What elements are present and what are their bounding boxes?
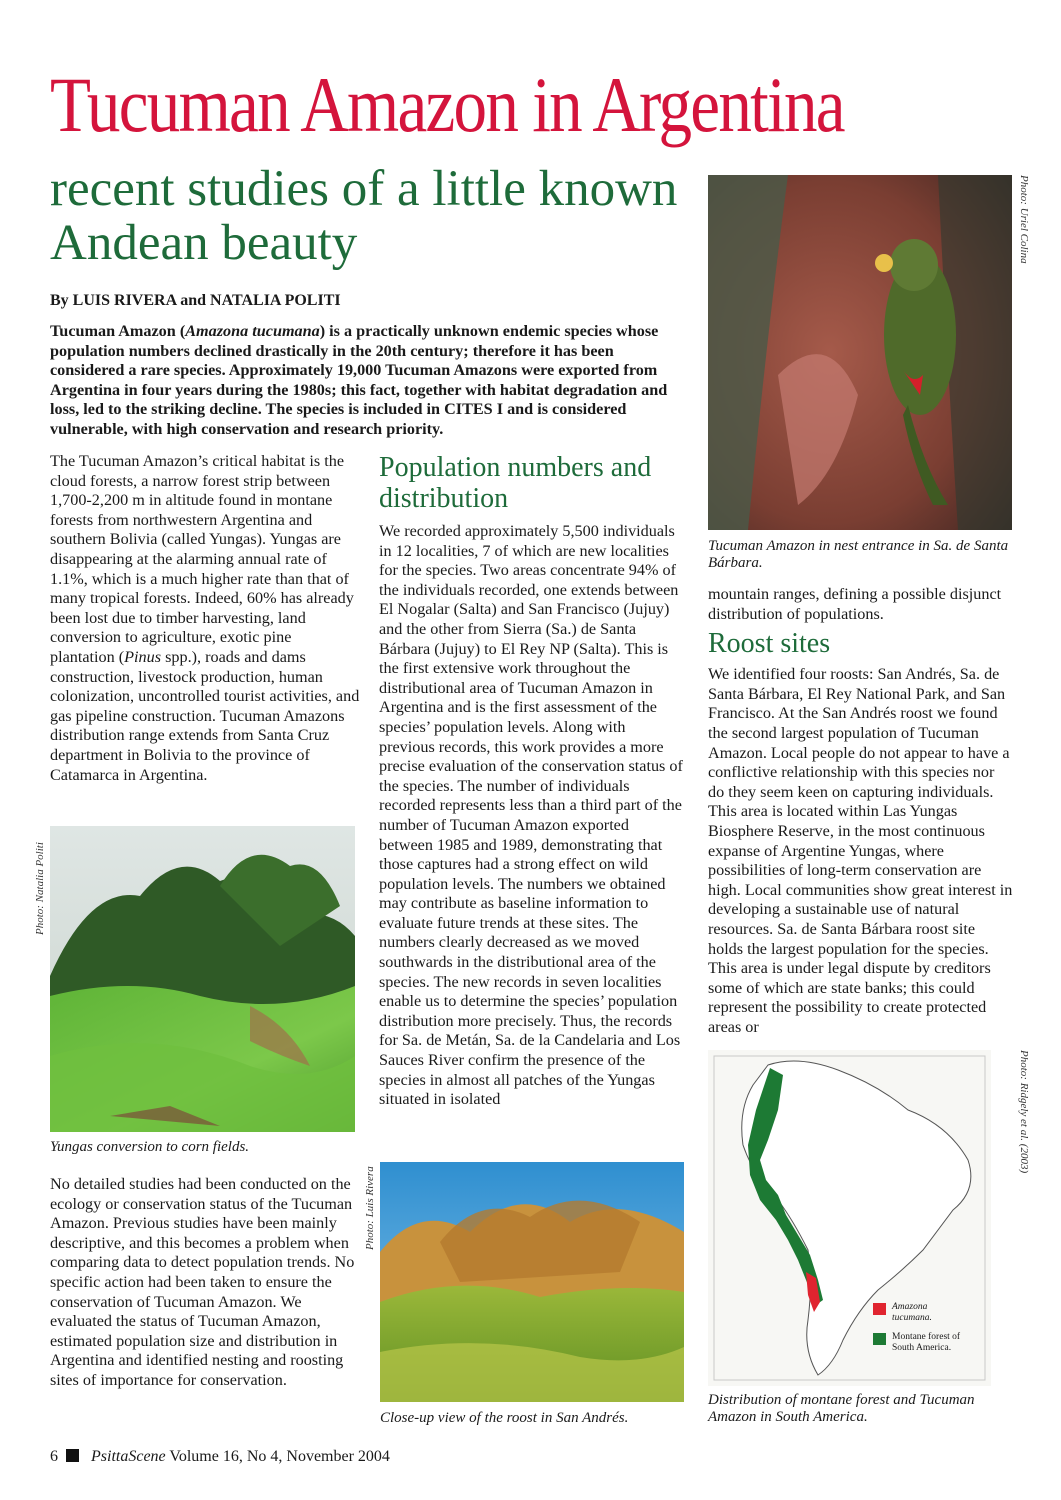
legend-forest-label [892,1332,960,1354]
corn-photo-credit: Photo: Natalia Politi [34,842,46,935]
legend-species-line-1: Amazona [892,1302,928,1312]
corn-photo-caption: Yungas conversion to corn fields. [50,1139,250,1155]
parrot-photo-caption: Tucuman Amazon in nest entrance in Sa. de Santa Bárbara. [708,538,1009,571]
corn-field-photo [50,826,355,1132]
roost-image [380,1162,684,1402]
roost-heading: Roost sites [708,628,831,660]
distribution-map [708,1050,991,1386]
parrot-image [708,175,1012,530]
legend-forest-line-1: Montane forest of [892,1332,961,1342]
article-subtitle: recent studies of a little known Andean beauty [50,161,678,271]
corn-field-image [50,826,355,1132]
square-bullet-icon [66,1449,79,1462]
col1-paragraph-1 [50,452,360,785]
issue-info: Volume 16, No 4, November 2004 [169,1448,390,1465]
col1-pinus: Pinus [124,647,162,666]
col1-text-b: spp.), roads and dams construction, livestock production, human colonization, uncontrolled tourist activities, and gas pipeline construction. Tucuman Amazons distribution range extends from Santa Cruz department in Bolivia to the province of Catamarca in Argentina. [50,647,360,784]
legend-species-label [892,1302,932,1324]
column-1-top [50,452,360,785]
article-title: Tucuman Amazon in Argentina [50,61,844,148]
intro-text-b: ) is a practically unknown endemic species whose population numbers declined drastically in the 20th century; therefore it has been considered a rare species. Approximately 19,000 Tucuman Amazons were exported from Argentina in four years during the 1980s; this fact, together with habitat degradation and loss, led to the striking decline. The species is included in CITES I and is considered vulnerable, with high conservation and research priority. [50,322,668,438]
population-text: We recorded approximately 5,500 individuals in 12 localities, 7 of which are new localities for the species. Two areas concentrate 94% of the individuals recorded, one extends between El Nogalar (Salta) and San Francisco (Jujuy) and the other from Sierra (Sa.) de Santa Bárbara (Jujuy) to El Rey NP (Salta). This is the first extensive work throughout the distributional area of Tucuman Amazon in Argentina and is the first assessment of the species’ population levels. Along with previous records, this work provides a more precise evaluation of the conservation status of the species. The number of individuals recorded represents less than a third part of the number of Tucuman Amazon exported between 1985 and 1989, demonstrating that those captures had a strong effect on wild population levels. The numbers we obtained may contribute as baseline information to evaluate future trends at these sites. The numbers clearly decreased as we moved southwards in the distributional area of the species. The new records in seven localities enable us to determine the species’ population distribution more precisely. Thus, the records for Sa. de Metán, Sa. de la Candelaria and Los Sauces River confirm the presence of the species in almost all patches of the Yungas situated in isolated [379,522,683,1109]
legend-forest-swatch [873,1333,886,1345]
map-credit: Photo: Ridgely et al. (2003) [1018,1050,1030,1174]
page-number: 6 [50,1448,58,1465]
roost-text: We identified four roosts: San Andrés, Sa. de Santa Bárbara, El Rey National Park, and San Francisco. At the San Andrés roost we found the second largest population of Tucuman Amazon. Local people do not appear to have a conflictive relationship with this species nor do they seem keen on capturing individuals. This area is located within Las Yungas Biosphere Reserve, in the most continuous expanse of Argentine Yungas, where possibilities of long-term conservation are high. Local communities show great interest in developing a sustainable use of natural resources. Sa. de Santa Bárbara roost site holds the largest population for the species. This area is under legal dispute by creditors some of which are state banks; this could represent the possibility to create protected areas or [708,665,1013,1036]
page-footer [50,1448,390,1466]
parrot-photo-credit: Photo: Uriel Colina [1018,175,1030,264]
col3-continuation: mountain ranges, defining a possible disjunct distribution of populations. [708,585,1002,623]
col1-paragraph-2: No detailed studies had been conducted on the ecology or conservation status of the Tucuman Amazon. Previous studies have been mainly descriptive, and this becomes a problem when comparing data to detect population trends. No specific action had been taken to ensure the conservation of Tucuman Amazon. We evaluated the status of Tucuman Amazon, estimated population size and distribution in Argentina and identified nesting and roosting sites of importance for conservation. [50,1175,355,1389]
roost-photo [380,1162,684,1402]
column-2 [379,452,684,1110]
population-heading: Population numbers and distribution [379,452,652,514]
legend-species-swatch [873,1303,886,1315]
map-caption: Distribution of montane forest and Tucuman Amazon in South America. [708,1392,975,1425]
intro-text-a: Tucuman Amazon ( [50,322,186,340]
roost-photo-credit: Photo: Luis Rivera [364,1166,376,1250]
legend-forest-line-2: South America. [892,1343,952,1353]
magazine-name: PsittaScene [91,1448,166,1465]
legend-species-line-2: tucumana. [892,1313,932,1323]
intro-species: Amazona tucumana [185,322,320,340]
byline: By LUIS RIVERA and NATALIA POLITI [50,292,341,309]
column-1-bottom [50,1175,360,1391]
col1-text-a: The Tucuman Amazon’s critical habitat is the cloud forests, a narrow forest strip between 1,700-2,200 m in altitude found in montane forests from northwestern Argentina and southern Bolivia (called Yungas). Yungas are disappearing at the alarming annual rate of 1.1%, which is a much higher rate than that of many tropical forests. Indeed, 60% has already been lost due to timber harvesting, land conversion to agriculture, exotic pine plantation ( [50,452,354,666]
parrot-photo [708,175,1012,530]
column-3 [708,585,1013,1037]
intro-paragraph [50,322,690,439]
roost-photo-caption: Close-up view of the roost in San Andrés. [380,1410,629,1426]
